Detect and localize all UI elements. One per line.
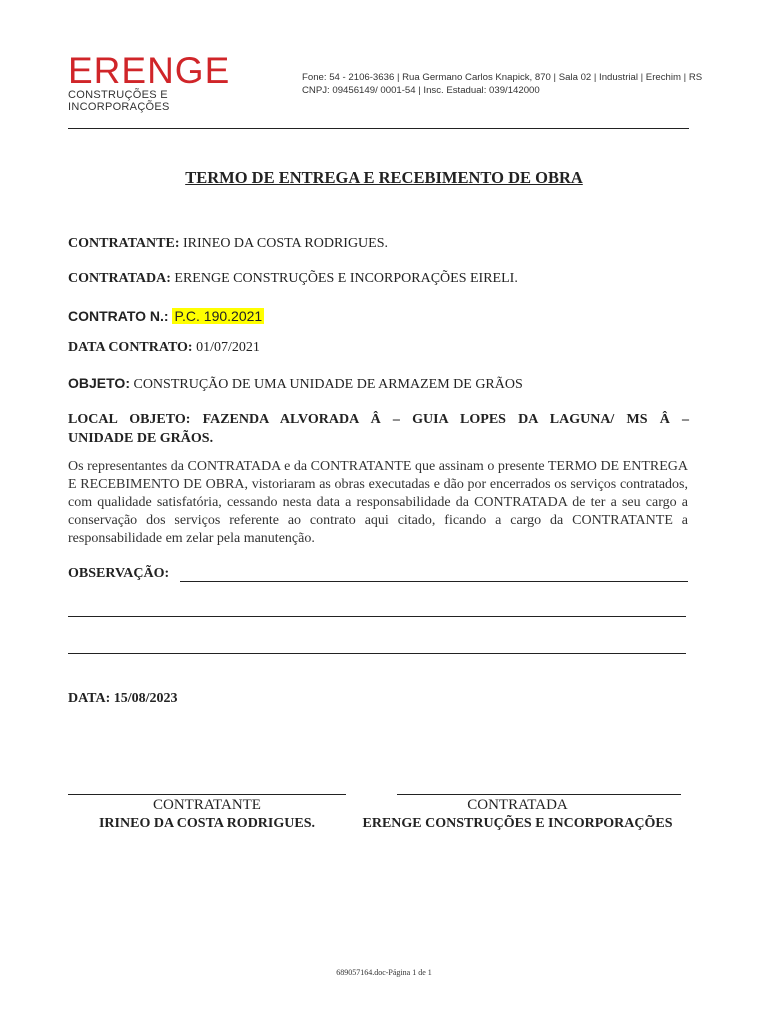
header-divider xyxy=(68,128,689,129)
contrato-value: P.C. 190.2021 xyxy=(174,308,263,324)
signature-block-contratante xyxy=(68,797,346,832)
data-contrato-field xyxy=(68,340,260,356)
contratada-value: ERENGE CONSTRUÇÕES E INCORPORAÇÕES EIRELI. xyxy=(174,271,518,286)
local-objeto-field xyxy=(68,410,689,448)
data-contrato-value: 01/07/2021 xyxy=(196,340,260,355)
company-contact-info xyxy=(302,71,702,97)
local-objeto-line-2: UNIDADE DE GRÃOS. xyxy=(68,431,214,446)
observacao-line-3 xyxy=(68,653,686,654)
observacao-line-1 xyxy=(180,581,688,582)
logo-word: ERENGE xyxy=(68,50,231,91)
contratada-label: CONTRATADA: xyxy=(68,271,171,286)
objeto-field xyxy=(68,375,523,393)
observacao-label: OBSERVAÇÃO: xyxy=(68,566,170,581)
contrato-field xyxy=(68,308,264,324)
signature-name-contratante: IRINEO DA COSTA RODRIGUES. xyxy=(98,816,315,831)
objeto-label: OBJETO: xyxy=(68,375,130,391)
contratante-value: IRINEO DA COSTA RODRIGUES. xyxy=(183,236,389,251)
signature-title-contratada: CONTRATADA xyxy=(467,797,568,813)
signature-line-left xyxy=(68,794,346,795)
contratante-label: CONTRATANTE: xyxy=(68,236,180,251)
contratada-field xyxy=(68,271,518,287)
data-field xyxy=(68,691,178,707)
contrato-label: CONTRATO N.: xyxy=(68,308,169,324)
logo-subtitle: CONSTRUÇÕES E INCORPORAÇÕES xyxy=(68,89,170,113)
body-paragraph: Os representantes da CONTRATADA e da CONTRATANTE que assinam o presente TERMO DE ENTREGA E RECEBIMENTO DE OBRA, vistoriaram as obras executadas e dão por encerrados os serviços contratados, com qualidade satisfatória, cessando nesta data a responsabilidade da CONTRATADA de ter a seu cargo a conservação dos serviços referente ao contrato aqui citado, ficando a cargo da CONTRATANTE a responsabilidade em zelar pela manutenção. xyxy=(68,459,688,546)
data-contrato-label: DATA CONTRATO: xyxy=(68,340,193,355)
signature-name-contratada: ERENGE CONSTRUÇÕES E INCORPORAÇÕES xyxy=(362,816,673,831)
contratante-field xyxy=(68,236,388,252)
observacao-field xyxy=(68,566,169,582)
page-footer: 689057164.doc-Página 1 de 1 xyxy=(336,968,432,977)
contact-line-1: Fone: 54 - 2106-3636 | Rua Germano Carlos Knapick, 870 | Sala 02 | Industrial | Erechim | RS xyxy=(302,72,703,83)
data-label: DATA: 15/08/2023 xyxy=(68,691,178,706)
signature-block-contratada xyxy=(347,797,688,832)
signature-title-contratante: CONTRATANTE xyxy=(153,797,261,813)
document-title: TERMO DE ENTREGA E RECEBIMENTO DE OBRA xyxy=(185,168,583,187)
contact-line-2: CNPJ: 09456149/ 0001-54 | Insc. Estadual: 039/142000 xyxy=(302,85,540,96)
company-logo xyxy=(68,52,258,113)
objeto-value: CONSTRUÇÃO DE UMA UNIDADE DE ARMAZEM DE GRÃOS xyxy=(133,377,523,392)
signature-line-right xyxy=(397,794,681,795)
local-objeto-line-1: LOCAL OBJETO: FAZENDA ALVORADA Â – GUIA LOPES DA LAGUNA/ MS Â – xyxy=(68,412,689,427)
observacao-line-2 xyxy=(68,616,686,617)
